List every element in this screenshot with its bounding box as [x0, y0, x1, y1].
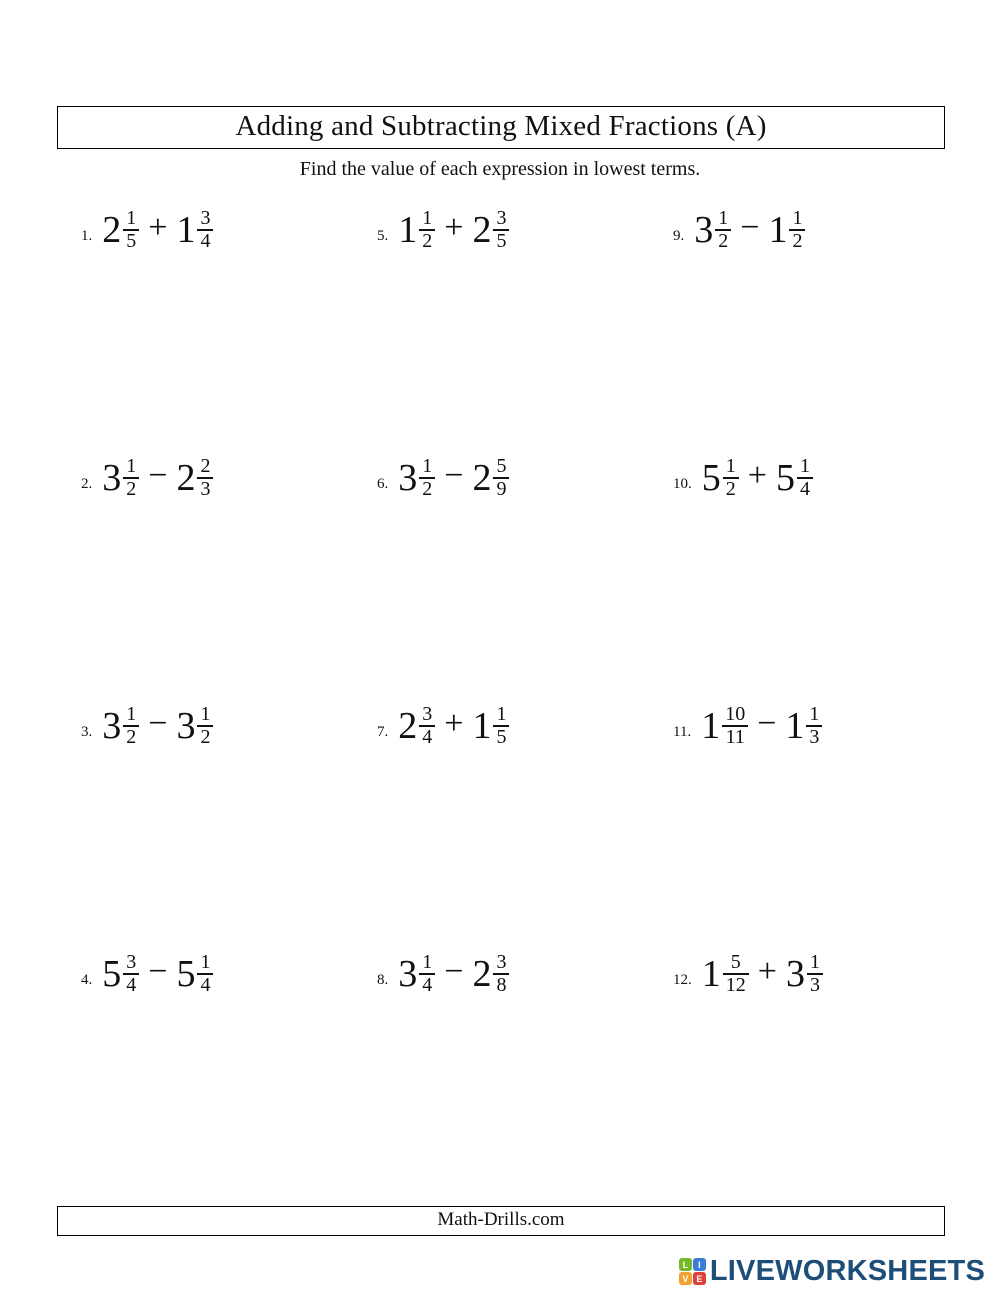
problem-number: 12.: [673, 971, 692, 988]
numerator: 3: [493, 952, 509, 975]
problem-number: 3.: [81, 723, 93, 740]
fraction: [123, 704, 139, 748]
denominator: 5: [126, 230, 137, 252]
denominator: 8: [496, 974, 507, 996]
expression: [398, 456, 509, 500]
denominator: 2: [422, 478, 433, 500]
whole-number: 2: [102, 209, 122, 251]
denominator: 4: [422, 726, 433, 748]
numerator: 10: [722, 704, 748, 727]
operator: −: [148, 953, 168, 990]
fraction: [493, 704, 509, 748]
whole-number: 1: [472, 705, 492, 747]
instructions-text: Find the value of each expression in lowest terms.: [299, 158, 701, 180]
numerator: 1: [797, 456, 813, 479]
fraction: [123, 456, 139, 500]
problem-number: 1.: [81, 227, 93, 244]
numerator: 3: [493, 208, 509, 231]
footer-text: Math-Drills.com: [437, 1209, 565, 1230]
operator: −: [740, 209, 760, 246]
problem-number: 8.: [377, 971, 389, 988]
numerator: 2: [197, 456, 213, 479]
denominator: 4: [126, 974, 137, 996]
fraction: [197, 456, 213, 500]
fraction: [722, 704, 748, 748]
denominator: 2: [126, 478, 137, 500]
operator: −: [148, 457, 168, 494]
fraction: [715, 208, 731, 252]
operator: +: [747, 457, 767, 494]
numerator: 1: [419, 952, 435, 975]
denominator: 5: [496, 230, 507, 252]
numerator: 1: [419, 208, 435, 231]
expression: [102, 704, 213, 748]
expression: [398, 704, 509, 748]
fraction: [197, 704, 213, 748]
numerator: 1: [123, 704, 139, 727]
whole-number: 3: [694, 209, 714, 251]
problem-6: [353, 440, 649, 516]
problem-number: 6.: [377, 475, 389, 492]
whole-number: 3: [785, 953, 805, 995]
whole-number: 3: [398, 953, 418, 995]
numerator: 1: [419, 456, 435, 479]
liveworksheets-logo: [679, 1257, 985, 1286]
fraction: [419, 704, 435, 748]
whole-number: 1: [176, 209, 196, 251]
problem-number: 5.: [377, 227, 389, 244]
fraction: [123, 952, 139, 996]
logo-tile-v: V: [679, 1272, 692, 1285]
fraction: [807, 952, 823, 996]
numerator: 1: [197, 704, 213, 727]
denominator: 4: [799, 478, 810, 500]
logo-tile-l: L: [679, 1258, 692, 1271]
numerator: 1: [493, 704, 509, 727]
whole-number: 1: [701, 705, 721, 747]
numerator: 1: [807, 952, 823, 975]
logo-text: LIVEWORKSHEETS: [709, 1255, 985, 1287]
fraction: [197, 208, 213, 252]
whole-number: 2: [472, 457, 492, 499]
problem-number: 10.: [673, 475, 692, 492]
problem-9: [649, 192, 945, 268]
fraction: [723, 456, 739, 500]
expression: [102, 456, 213, 500]
denominator: 3: [200, 478, 211, 500]
problem-number: 7.: [377, 723, 389, 740]
fraction: [419, 208, 435, 252]
denominator: 3: [809, 974, 820, 996]
numerator: 1: [723, 456, 739, 479]
whole-number: 5: [701, 457, 721, 499]
numerator: 1: [715, 208, 731, 231]
whole-number: 3: [176, 705, 196, 747]
problem-8: [353, 936, 649, 1012]
whole-number: 2: [472, 953, 492, 995]
numerator: 1: [789, 208, 805, 231]
denominator: 2: [200, 726, 211, 748]
denominator: 9: [496, 478, 507, 500]
numerator: 3: [197, 208, 213, 231]
expression: [702, 456, 813, 500]
denominator: 12: [725, 974, 746, 996]
expression: [702, 952, 823, 996]
operator: −: [757, 705, 777, 742]
whole-number: 2: [398, 705, 418, 747]
operator: +: [757, 953, 777, 990]
numerator: 5: [723, 952, 749, 975]
whole-number: 1: [701, 953, 721, 995]
footer-box: [57, 1206, 945, 1236]
denominator: 11: [725, 726, 745, 748]
whole-number: 2: [176, 457, 196, 499]
fraction: [789, 208, 805, 252]
whole-number: 1: [785, 705, 805, 747]
denominator: 2: [718, 230, 729, 252]
problem-3: [57, 688, 353, 764]
problems-grid: [57, 192, 945, 1184]
title-box: [57, 106, 945, 149]
problem-10: [649, 440, 945, 516]
whole-number: 5: [176, 953, 196, 995]
expression: [694, 208, 805, 252]
problem-number: 11.: [673, 723, 692, 740]
denominator: 5: [496, 726, 507, 748]
denominator: 2: [422, 230, 433, 252]
logo-tile-i: I: [693, 1258, 706, 1271]
problem-5: [353, 192, 649, 268]
fraction: [197, 952, 213, 996]
expression: [102, 208, 213, 252]
whole-number: 1: [398, 209, 418, 251]
expression: [398, 952, 509, 996]
fraction: [723, 952, 749, 996]
fraction: [419, 456, 435, 500]
operator: −: [148, 705, 168, 742]
denominator: 2: [792, 230, 803, 252]
fraction: [806, 704, 822, 748]
whole-number: 3: [398, 457, 418, 499]
expression: [398, 208, 509, 252]
problem-number: 9.: [673, 227, 685, 244]
whole-number: 5: [102, 953, 122, 995]
problem-2: [57, 440, 353, 516]
denominator: 3: [809, 726, 820, 748]
numerator: 5: [493, 456, 509, 479]
problem-number: 4.: [81, 971, 93, 988]
operator: −: [444, 457, 464, 494]
whole-number: 3: [102, 457, 122, 499]
denominator: 4: [422, 974, 433, 996]
denominator: 4: [200, 974, 211, 996]
operator: +: [444, 705, 464, 742]
whole-number: 2: [472, 209, 492, 251]
worksheet-title: Adding and Subtracting Mixed Fractions (A): [235, 110, 767, 142]
logo-tile-e: E: [693, 1272, 706, 1285]
problem-7: [353, 688, 649, 764]
numerator: 1: [197, 952, 213, 975]
denominator: 2: [126, 726, 137, 748]
whole-number: 1: [768, 209, 788, 251]
numerator: 1: [806, 704, 822, 727]
denominator: 2: [725, 478, 736, 500]
problem-number: 2.: [81, 475, 93, 492]
denominator: 4: [200, 230, 211, 252]
liveworksheets-icon: [679, 1258, 706, 1285]
problem-4: [57, 936, 353, 1012]
fraction: [419, 952, 435, 996]
problem-11: [649, 688, 945, 764]
fraction: [797, 456, 813, 500]
problem-1: [57, 192, 353, 268]
fraction: [123, 208, 139, 252]
problem-12: [649, 936, 945, 1012]
fraction: [493, 952, 509, 996]
operator: +: [444, 209, 464, 246]
expression: [701, 704, 822, 748]
whole-number: 5: [775, 457, 795, 499]
whole-number: 3: [102, 705, 122, 747]
numerator: 3: [419, 704, 435, 727]
numerator: 1: [123, 456, 139, 479]
fraction: [493, 456, 509, 500]
numerator: 1: [123, 208, 139, 231]
fraction: [493, 208, 509, 252]
operator: +: [148, 209, 168, 246]
numerator: 3: [123, 952, 139, 975]
expression: [102, 952, 213, 996]
operator: −: [444, 953, 464, 990]
